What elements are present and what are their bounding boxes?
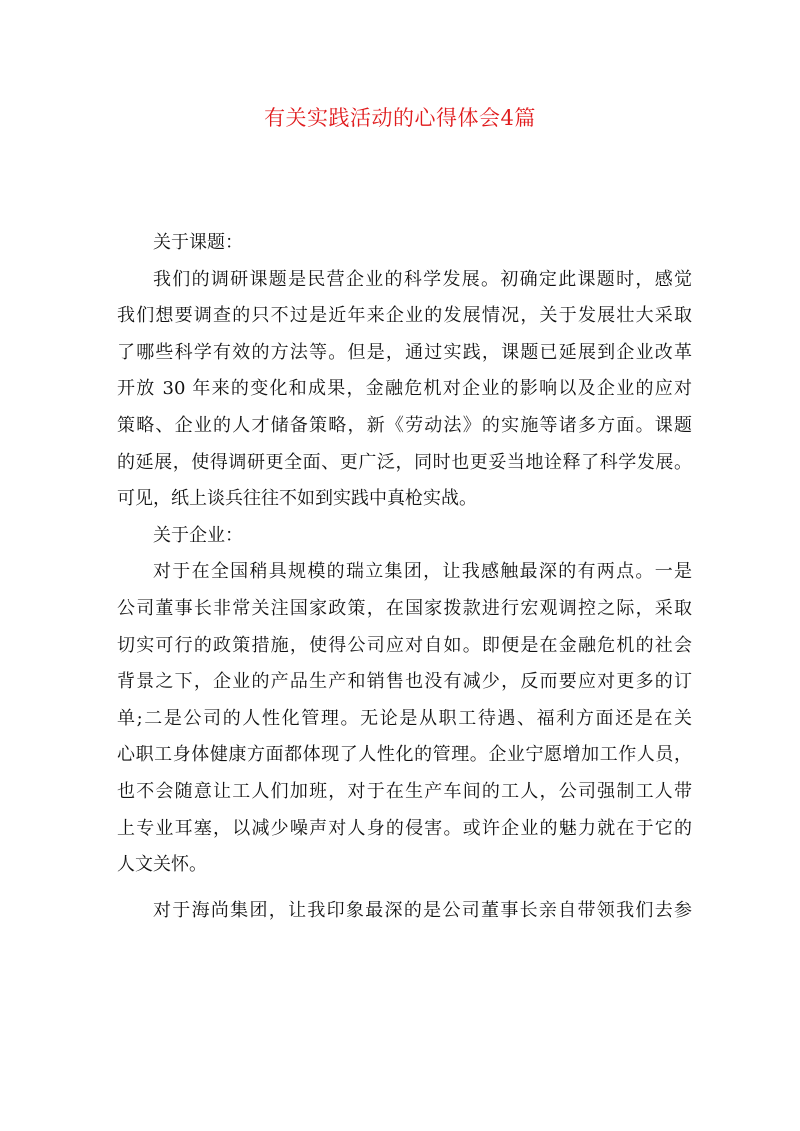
body-text-line: 可见，纸上谈兵往往不如到实践中真枪实战。 [117,488,477,510]
body-text-line: 单;二是公司的人性化管理。无论是从职工待遇、福利方面还是在关 [117,707,692,729]
body-text-line: 公司董事长非常关注国家政策，在国家拨款进行宏观调控之际，采取 [117,597,692,619]
body-text-line: 对于在全国稍具规模的瑞立集团，让我感触最深的有两点。一是 [153,561,692,583]
body-text-line: 策略、企业的人才储备策略，新《劳动法》的实施等诸多方面。课题 [117,414,692,436]
body-text-line: 开放 30 年来的变化和成果，金融危机对企业的影响以及企业的应对 [117,378,692,400]
document-title: 有关实践活动的心得体会4篇 [264,106,536,130]
body-text-line: 对于海尚集团，让我印象最深的是公司董事长亲自带领我们去参 [153,899,692,921]
body-text-line: 人文关怀。 [117,854,207,876]
body-text-line: 我们想要调查的只不过是近年来企业的发展情况，关于发展壮大采取 [117,305,692,327]
body-text-line: 的延展，使得调研更全面、更广泛，同时也更妥当地诠释了科学发展。 [117,451,692,473]
body-text-line: 心职工身体健康方面都体现了人性化的管理。企业宁愿增加工作人员， [117,744,692,766]
body-text-line: 了哪些科学有效的方法等。但是，通过实践，课题已延展到企业改革 [117,341,692,363]
document-body [117,225,692,929]
body-text-line: 切实可行的政策措施，使得公司应对自如。即便是在金融危机的社会 [117,634,692,656]
body-text-line: 也不会随意让工人们加班，对于在生产车间的工人，公司强制工人带 [117,780,692,802]
body-text-line: 我们的调研课题是民营企业的科学发展。初确定此课题时，感觉 [153,268,692,290]
body-text-line: 上专业耳塞，以减少噪声对人身的侵害。或许企业的魅力就在于它的 [117,817,692,839]
body-text-line: 背景之下，企业的产品生产和销售也没有减少，反而要应对更多的订 [117,671,692,693]
body-text-line: 关于课题： [153,232,243,253]
body-text-line: 关于企业： [153,524,243,546]
